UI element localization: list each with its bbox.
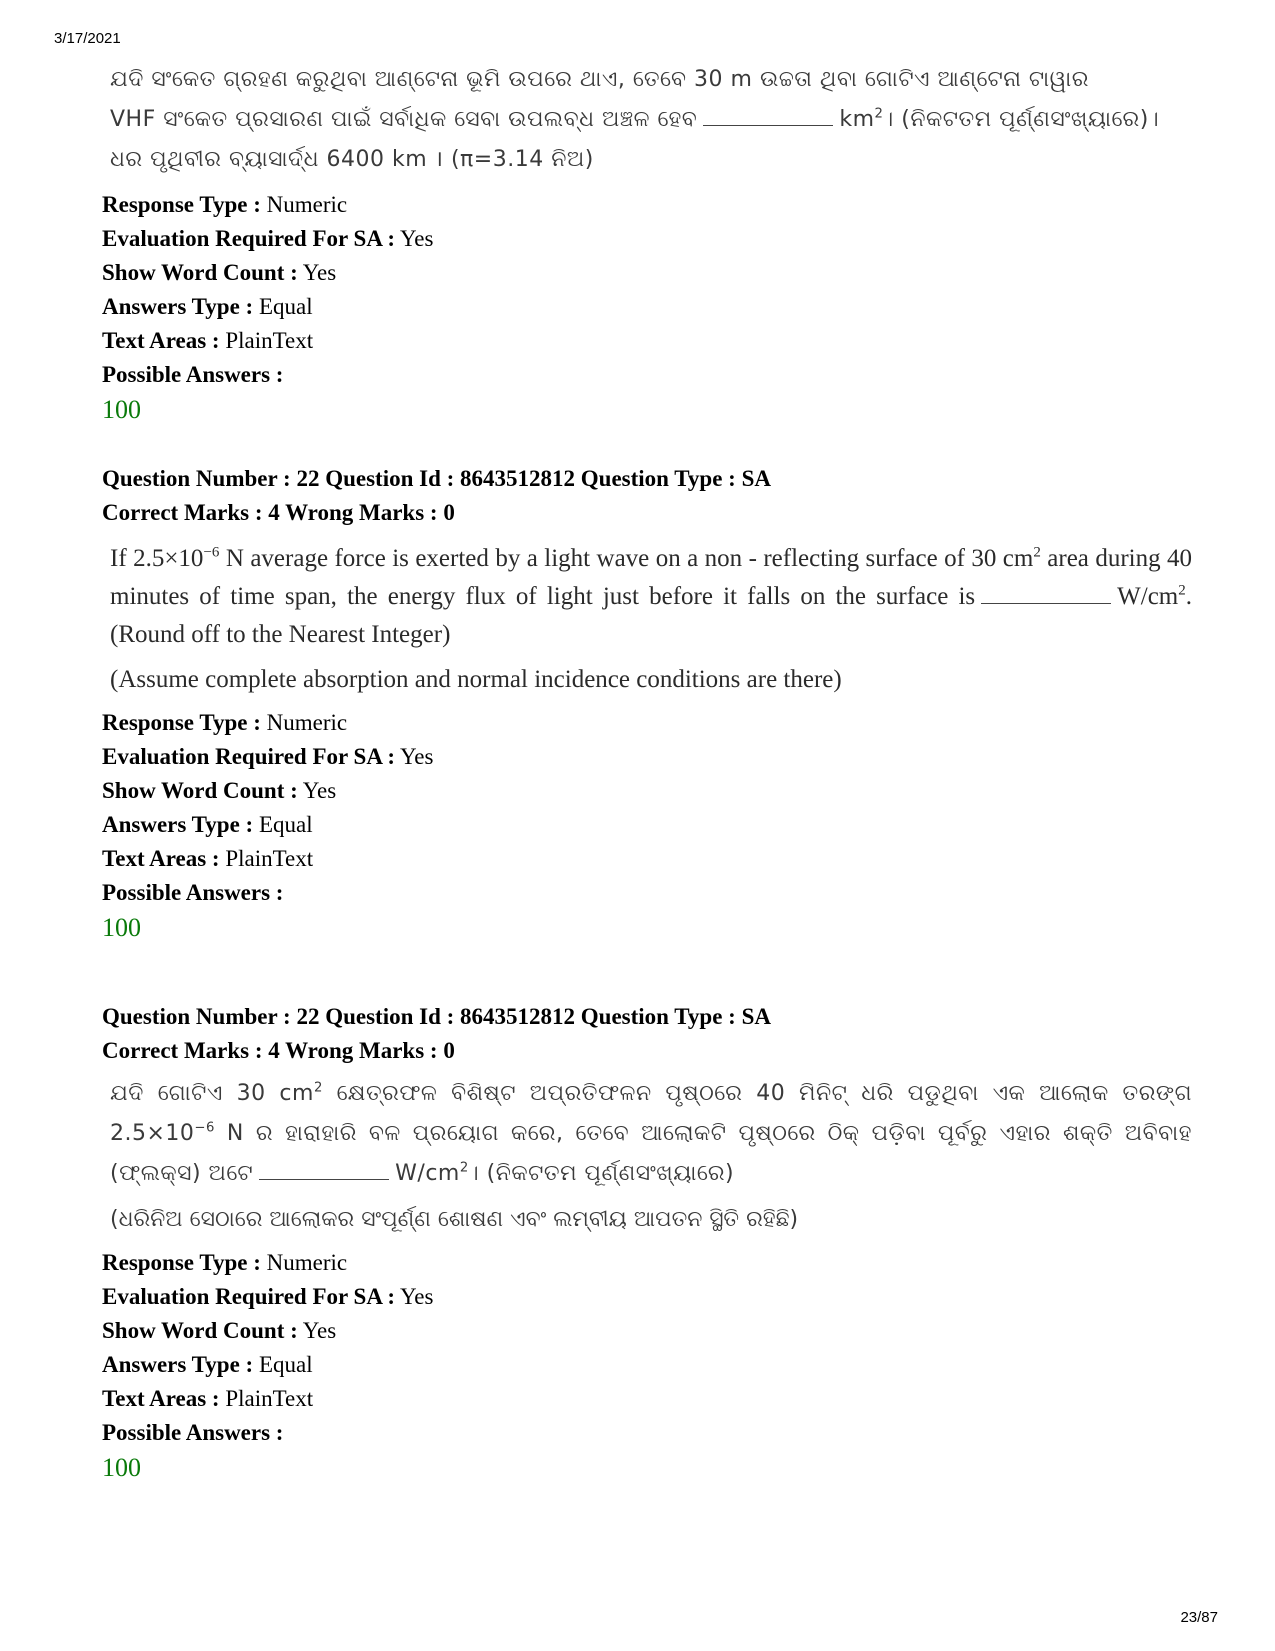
label: Evaluation Required For SA :	[102, 744, 396, 769]
superscript: 2	[1178, 582, 1186, 599]
label: Answers Type :	[102, 294, 254, 319]
unit-text: W/cm	[1117, 583, 1179, 610]
label: Evaluation Required For SA :	[102, 226, 396, 251]
answers-type-row	[102, 1348, 1192, 1382]
value: Yes	[400, 744, 434, 769]
superscript: −6	[203, 544, 220, 561]
response-meta	[102, 706, 1192, 946]
superscript: 2	[459, 1160, 469, 1176]
possible-answers-row	[102, 358, 1192, 392]
answer-blank	[259, 1161, 389, 1180]
evaluation-required-row	[102, 1280, 1192, 1314]
question-fragment: କ୍ଷେତ୍ରଫଳ ବିଶିଷ୍ଟ ଅପ୍ରତିଫଳନ ପୃଷ୍ଠରେ 40 ମିନିଟ୍ ଧରି ପଡୁଥିବା ଏକ ଆଲୋକ ତରଙ୍ଗ 2.5×10	[110, 1081, 1192, 1146]
question-fragment: ଯଦି ଗୋଟିଏ 30 cm	[110, 1081, 314, 1106]
value: Yes	[302, 778, 337, 803]
page-number: 23/87	[1180, 1609, 1218, 1626]
question-text	[110, 1074, 1192, 1194]
question-line: ଧର ପୃଥିବୀର ବ୍ୟାସାର୍ଦ୍ଧ 6400 km । (π=3.14 ନିଅ)	[110, 147, 594, 172]
evaluation-required-row	[102, 740, 1192, 774]
value: PlainText	[225, 328, 314, 353]
question-fragment: area during 40 minutes of time span, the energy flux of light just before it falls on the surface is	[110, 545, 1193, 610]
question-header: Question Number : 22 Question Id : 8643512812 Question Type : SA	[102, 466, 771, 491]
superscript: 2	[1033, 544, 1041, 561]
show-word-count-row	[102, 256, 1192, 290]
response-meta	[102, 188, 1192, 428]
answers-type-row	[102, 808, 1192, 842]
label: Text Areas :	[102, 328, 220, 353]
superscript: 2	[874, 106, 884, 122]
answers-type-row	[102, 290, 1192, 324]
question-text	[110, 60, 1192, 180]
possible-answer: 100	[102, 913, 141, 942]
text-areas-row	[102, 842, 1192, 876]
possible-answer: 100	[102, 1453, 141, 1482]
value: Equal	[258, 294, 313, 319]
response-type-row	[102, 188, 1192, 222]
question-line	[110, 100, 1192, 140]
answer-blank	[981, 585, 1111, 604]
value: Equal	[258, 812, 313, 837]
value: PlainText	[225, 846, 314, 871]
text-areas-row	[102, 1382, 1192, 1416]
question-block-2	[102, 462, 1192, 946]
question-note: (Assume complete absorption and normal incidence conditions are there)	[110, 666, 842, 693]
label: Response Type :	[102, 192, 261, 217]
question-text	[110, 540, 1192, 654]
unit-text: W/cm	[395, 1161, 460, 1186]
print-date: 3/17/2021	[54, 30, 121, 47]
response-type-row	[102, 706, 1192, 740]
question-fragment: । (ନିକଟତମ ପୂର୍ଣ୍ଣସଂଖ୍ୟାରେ)	[468, 1161, 735, 1186]
label: Response Type :	[102, 1250, 261, 1275]
value: Yes	[302, 1318, 337, 1343]
possible-answers-row	[102, 876, 1192, 910]
question-marks: Correct Marks : 4 Wrong Marks : 0	[102, 1038, 455, 1063]
label: Show Word Count :	[102, 260, 298, 285]
show-word-count-row	[102, 774, 1192, 808]
question-block-3	[102, 1000, 1192, 1486]
label: Text Areas :	[102, 1386, 220, 1411]
possible-answers-row	[102, 1416, 1192, 1450]
question-block-1	[102, 60, 1192, 428]
question-fragment: N ର ହାରାହାରି ବଳ ପ୍ରୟୋଗ କରେ, ତେବେ ଆଲୋକଟି ପୃଷ୍ଠରେ ଠିକ୍ ପଡ଼ିବା ପୂର୍ବରୁ ଏହାର ଶକ୍ତି ଅବିବାହ (ଫ୍ଲକ୍ସ) ଅଟେ	[110, 1121, 1193, 1186]
value: Equal	[258, 1352, 313, 1377]
text-areas-row	[102, 324, 1192, 358]
label: Evaluation Required For SA :	[102, 1284, 396, 1309]
label: Answers Type :	[102, 1352, 254, 1377]
question-note: (ଧରିନିଅ ସେଠାରେ ଆଲୋକର ସଂପୂର୍ଣ୍ଣ ଶୋଷଣ ଏବଂ ଲମ୍ବୀୟ ଆପତନ ସ୍ଥିତି ରହିଛି)	[110, 1207, 799, 1232]
question-line: ଯଦି ସଂକେତ ଗ୍ରହଣ କରୁଥିବା ଆଣ୍ଟେନା ଭୂମି ଉପରେ ଥାଏ, ତେବେ 30 m ଉଚ୍ଚତା ଥିବା ଗୋଟିଏ ଆଣ୍ଟେନା ଟାୱାର	[110, 67, 1089, 92]
question-fragment: . (Round off to the Nearest Integer)	[110, 583, 1192, 648]
value: Numeric	[266, 710, 348, 735]
response-type-row	[102, 1246, 1192, 1280]
evaluation-required-row	[102, 222, 1192, 256]
value: Yes	[302, 260, 337, 285]
question-fragment: N average force is exerted by a light wave on a non - reflecting surface of 30 cm	[225, 545, 1034, 572]
answer-blank	[703, 107, 833, 126]
value: Yes	[400, 1284, 434, 1309]
label: Text Areas :	[102, 846, 220, 871]
question-header: Question Number : 22 Question Id : 8643512812 Question Type : SA	[102, 1004, 771, 1029]
label: Possible Answers :	[102, 362, 284, 387]
superscript: −6	[194, 1120, 215, 1136]
value: PlainText	[225, 1386, 314, 1411]
question-fragment: If 2.5×10	[110, 545, 204, 572]
possible-answer: 100	[102, 395, 141, 424]
label: Possible Answers :	[102, 880, 284, 905]
question-fragment: VHF ସଂକେତ ପ୍ରସାରଣ ପାଇଁ ସର୍ବାଧିକ ସେବା ଉପଲବ୍ଧ ଅଞ୍ଚଳ ହେବ	[110, 107, 698, 132]
question-marks: Correct Marks : 4 Wrong Marks : 0	[102, 500, 455, 525]
label: Show Word Count :	[102, 1318, 298, 1343]
show-word-count-row	[102, 1314, 1192, 1348]
superscript: 2	[313, 1080, 323, 1096]
value: Yes	[400, 226, 434, 251]
value: Numeric	[266, 1250, 348, 1275]
label: Response Type :	[102, 710, 261, 735]
response-meta	[102, 1246, 1192, 1486]
label: Show Word Count :	[102, 778, 298, 803]
value: Numeric	[266, 192, 348, 217]
label: Possible Answers :	[102, 1420, 284, 1445]
label: Answers Type :	[102, 812, 254, 837]
unit-text: km	[839, 107, 875, 132]
question-fragment: । (ନିକଟତମ ପୂର୍ଣ୍ଣସଂଖ୍ୟାରେ)।	[883, 107, 1160, 132]
